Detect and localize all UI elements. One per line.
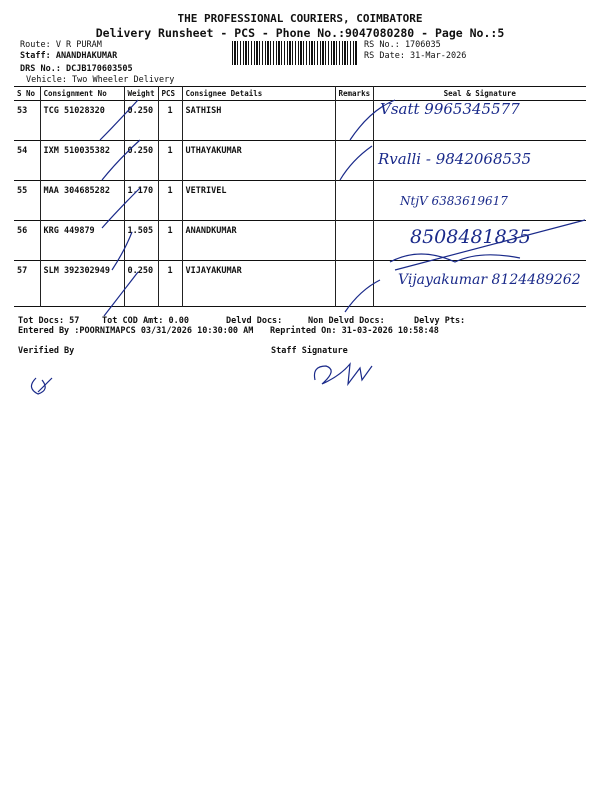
verified-by-label: Verified By: [18, 346, 75, 356]
rs-date: RS Date: 31-Mar-2026: [364, 51, 467, 61]
company-title: THE PROFESSIONAL COURIERS, COIMBATORE: [177, 12, 423, 25]
staff-label: Staff: ANANDHAKUMAR: [20, 51, 118, 61]
row-weight: 1.170: [124, 181, 158, 221]
signature-text: NtjV 6383619617: [400, 194, 508, 208]
row-pcs: 1: [158, 221, 182, 261]
total-cod-amount: Tot COD Amt: 0.00: [102, 316, 189, 326]
signature-text: 8508481835: [410, 226, 531, 248]
row-consignment: SLM 392302949: [40, 261, 124, 307]
tick-mark: [100, 100, 138, 140]
row-pcs: 1: [158, 261, 182, 307]
verified-signature-mark: [31, 378, 52, 394]
staff-signature-mark: [314, 364, 372, 384]
tick-mark: [112, 232, 132, 270]
col-header-consignment: Consignment No: [40, 87, 124, 101]
row-pcs: 1: [158, 101, 182, 141]
row-consignee: UTHAYAKUMAR: [182, 141, 335, 181]
runsheet-subtitle: Delivery Runsheet - PCS - Phone No.:9047080280 - Page No.:5: [95, 26, 505, 40]
total-docs: Tot Docs: 57: [18, 316, 80, 326]
row-sno: 53: [17, 106, 28, 116]
col-header-signature: Seal & Signature: [373, 87, 586, 101]
col-header-weight: Weight: [124, 87, 158, 101]
signature-text: Vsatt 9965345577: [380, 100, 520, 118]
entered-by: Entered By :POORNIMAPCS 03/31/2026 10:30:00 AM: [18, 326, 254, 336]
sign-scribble: [390, 254, 520, 262]
delivery-points: Delvy Pts:: [414, 316, 466, 326]
rs-number: RS No.: 1706035: [364, 40, 441, 50]
row-consignee: ANANDKUMAR: [182, 221, 335, 261]
tick-mark: [104, 272, 138, 316]
row-consignee: SATHISH: [182, 101, 335, 141]
row-consignment: KRG 449879: [40, 221, 124, 261]
row-weight: 0.250: [124, 141, 158, 181]
vehicle-label: Vehicle: Two Wheeler Delivery: [26, 75, 175, 85]
row-weight: 0.250: [124, 101, 158, 141]
row-sno: 54: [17, 146, 28, 156]
row-sno: 56: [17, 226, 28, 236]
reprinted-on: Reprinted On: 31-03-2026 10:58:48: [270, 326, 439, 336]
row-sno: 57: [17, 266, 28, 276]
sign-stroke: [340, 146, 372, 180]
row-sno: 55: [17, 186, 28, 196]
staff-signature-label: Staff Signature: [271, 346, 348, 356]
signature-text: Rvalli - 9842068535: [378, 150, 532, 168]
row-consignee: VIJAYAKUMAR: [182, 261, 335, 307]
row-pcs: 1: [158, 141, 182, 181]
route-label: Route: V R PURAM: [20, 40, 102, 50]
col-header-sno: S No: [17, 89, 36, 98]
delivered-docs: Delvd Docs:: [226, 316, 283, 326]
row-weight: 0.250: [124, 261, 158, 307]
col-header-pcs: PCS: [158, 87, 182, 101]
row-weight: 1.505: [124, 221, 158, 261]
sign-stroke: [345, 280, 380, 312]
tick-mark: [102, 140, 140, 180]
row-consignment: MAA 304685282: [40, 181, 124, 221]
col-header-remarks: Remarks: [335, 87, 373, 101]
row-consignee: VETRIVEL: [182, 181, 335, 221]
non-delivered-docs: Non Delvd Docs:: [308, 316, 385, 326]
drs-number: DRS No.: DCJB170603505: [20, 64, 133, 74]
row-consignment: IXM 510035382: [40, 141, 124, 181]
tick-mark: [102, 188, 140, 228]
row-pcs: 1: [158, 181, 182, 221]
signature-text: Vijayakumar 8124489262: [398, 272, 581, 288]
row-consignment: TCG 51028320: [40, 101, 124, 141]
col-header-consignee: Consignee Details: [182, 87, 335, 101]
